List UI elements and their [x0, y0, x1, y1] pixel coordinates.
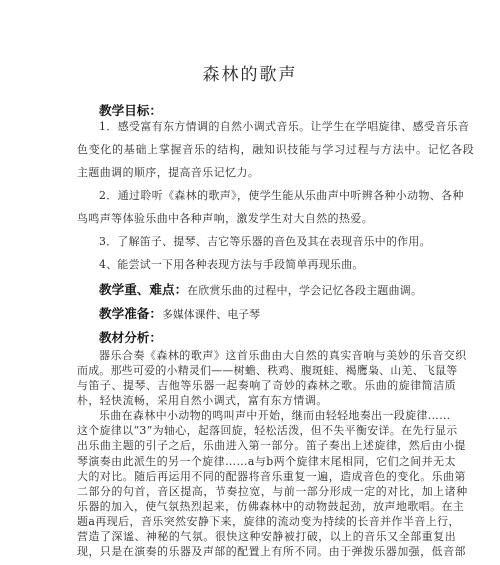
goals-line: 2．通过聆听《森林的歌声》，使学生能从乐曲声中听辨各种小动物、各种 [99, 189, 464, 202]
analysis-line: 器乐合奏《森林的歌声》这首乐曲由大自然的真实音响与美妙的乐音交织 [99, 349, 467, 362]
preparation-text: 多媒体课件、电子琴 [161, 308, 260, 321]
goals-line: 3．了解笛子、提琴、吉它等乐器的音色及其在表现音乐中的作用。 [99, 235, 431, 248]
analysis-line: 这个旋律以“3”为轴心，起落回旋，轻松活泼，但不失平衡安详。在先行显示 [77, 424, 458, 437]
analysis-line: 出乐曲主题的引子之后，乐曲进入第一部分。笛子奏出上述旋律，然后由小提 [77, 439, 466, 452]
analysis-line: 乐器的加入，使气氛热烈起来，仿佛森林中的动物鼓起劲，放声地歌唱。在主 [77, 500, 465, 513]
preparation-row [99, 303, 260, 322]
analysis-line: 二部分的句首，音区提高，节奏拉宽，与前一部分形成一定的对比，加上诸种 [77, 485, 468, 498]
analysis-line: 而成。那些可爱的小精灵们——树蟾、秩鸡、腹斑蛙、褐鹰枭、山羌、飞鼠等 [77, 364, 458, 377]
analysis-line: 营造了深谧、神秘的气氛。很快这种安静被打破，以上的音乐又全部重复出 [77, 530, 457, 543]
key-difficulty-label: 教学重、难点： [99, 282, 188, 297]
analysis-line: 与笛子、提琴、吉他等乐器一起奏响了奇妙的森林之歌。乐曲的旋律简洁质 [77, 379, 457, 392]
key-difficulty-row [99, 279, 422, 298]
page-title: 森林的歌声 [202, 65, 298, 85]
heading-material-analysis: 教材分析： [99, 330, 162, 345]
goals-line: 主题曲调的顺序，提高音乐记忆力。 [77, 166, 260, 179]
key-difficulty-text: 在欣赏乐曲的过程中，学会记忆各段主题曲调。 [187, 284, 423, 297]
analysis-line: 琴演奏由此派生的另一个旋律……a与b两个旋律末尾相同，它们之间并无太 [77, 455, 456, 468]
goals-line: 色变化的基础上掌握音乐的结构，融知识技能与学习过程与方法中。记忆各段 [77, 143, 475, 156]
analysis-line: 题a再现后，音乐突然安静下来，旋律的流动变为持续的长音并作半音上行， [77, 515, 460, 528]
goals-line: 4、能尝试一下用各种表现方法与手段简单再现乐曲。 [99, 258, 364, 271]
goals-line: 鸟鸣声等体验乐曲中各种声响，激发学生对大自然的热爱。 [77, 212, 374, 225]
goals-line: 1．感受富有东方情调的自然小调式音乐。让学生在学唱旋律、感受音乐音 [99, 120, 470, 133]
analysis-line: 乐曲在森林中小动物的鸣叫声中开始，继而由轻轻地奏出一段旋律…… [99, 409, 451, 422]
analysis-line: 大的对比。随后再运用不同的配器将音乐重复一遍，造成音色的变化。乐曲第 [77, 470, 466, 483]
analysis-line: 现，只是在演奏的乐器及声部的配置上有所不同。由于弹拨乐器加强，低音部 [77, 545, 466, 558]
analysis-line: 朴，轻快流畅，采用自然小调式，富有东方情调。 [77, 394, 328, 407]
heading-teaching-goals: 教学目标： [99, 103, 162, 118]
preparation-label: 教学准备： [99, 306, 162, 321]
